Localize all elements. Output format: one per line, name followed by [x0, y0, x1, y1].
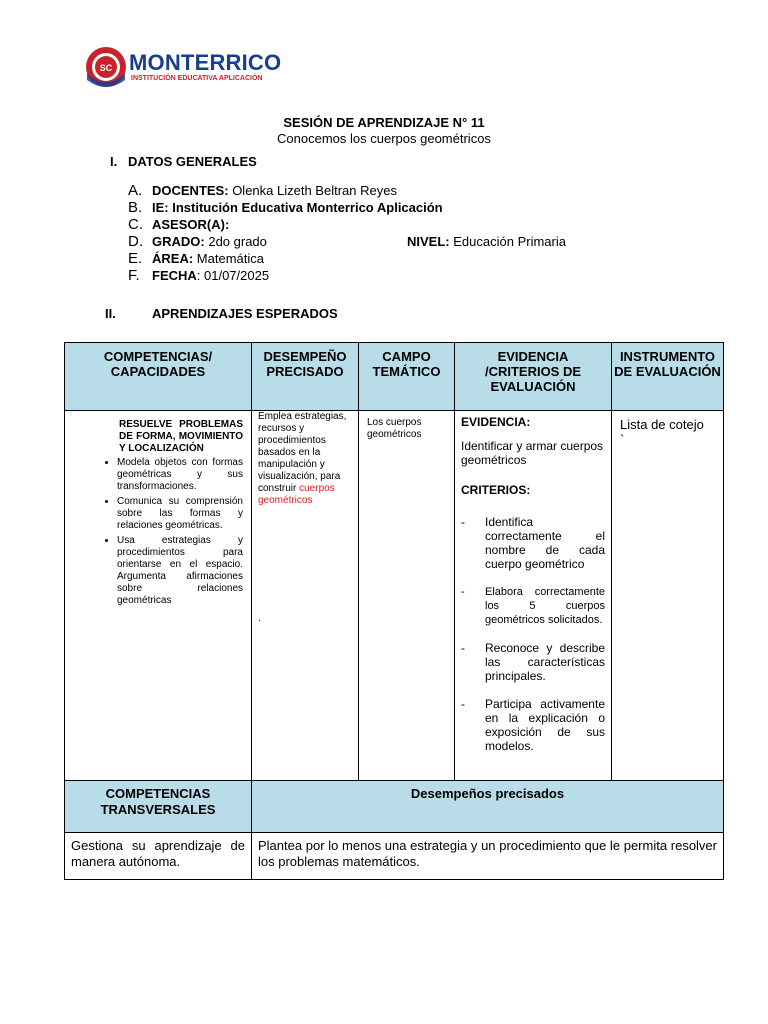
section-label: DATOS GENERALES	[128, 154, 257, 169]
capacidad-item: • Comunica su comprensión sobre las formas y relaciones geométricas.	[117, 496, 243, 532]
item-label: GRADO:	[152, 234, 205, 249]
item-label: ÁREA:	[152, 251, 194, 266]
nivel-label: NIVEL:	[407, 234, 450, 249]
section-datos-generales	[110, 154, 257, 169]
logo-badge-text: SC	[99, 63, 113, 73]
criterios-label: CRITERIOS:	[461, 483, 531, 497]
desempeno-cell	[252, 411, 359, 781]
item-letter: A.	[128, 182, 143, 199]
session-subtitle: Conocemos los cuerpos geométricos	[277, 131, 491, 146]
logo-subtitle: INSTITUCIÓN EDUCATIVA APLICACIÓN	[131, 75, 263, 82]
item-nivel	[407, 233, 566, 250]
criterio-item: - Participa activamente en la explicación o exposición de sus modelos.	[461, 697, 605, 753]
criterio-item: - Identifica correctamente el nombre de cada cuerpo geométrico	[461, 515, 605, 571]
desempeno-highlight: cuerpos geométricos	[258, 483, 335, 506]
capacidades-list	[91, 457, 243, 607]
item-label: DOCENTES:	[152, 183, 229, 198]
item-area	[128, 250, 443, 267]
criterio-item: - Elabora correctamente los 5 cuerpos geométricos solicitados.	[461, 586, 605, 626]
transversal-competencia: Gestiona su aprendizaje de manera autónoma.	[65, 833, 252, 880]
header-campo: CAMPO TEMÁTICO	[359, 343, 455, 411]
item-grado	[128, 233, 566, 250]
item-letter: E.	[128, 250, 143, 267]
item-letter: B.	[128, 199, 143, 216]
section-aprendizajes	[105, 306, 338, 321]
table-row	[65, 411, 724, 781]
desempeno-dot: .	[258, 613, 261, 624]
shield-badge-icon	[85, 44, 129, 90]
instrumento-text: Lista de cotejo	[620, 417, 704, 432]
item-letter: C.	[128, 216, 143, 233]
learning-table	[64, 342, 724, 880]
session-title: SESIÓN DE APRENDIZAJE N° 11	[283, 115, 485, 130]
item-asesor	[128, 216, 443, 233]
section-number: I.	[110, 154, 118, 169]
campo-text: Los cuerpos geométricos	[367, 417, 422, 440]
criterio-text: Reconoce y describe las características principales.	[485, 641, 605, 683]
item-label: ASESOR(A):	[152, 217, 230, 232]
instrumento-cell	[612, 411, 724, 781]
desempeno-text: Emplea estrategias, recursos y procedimientos basados en la manipulación y visualización, para construir	[258, 411, 347, 494]
header-desempenos-precisados: Desempeños precisados	[252, 781, 724, 833]
transversal-header-row	[65, 781, 724, 833]
header-transversales: COMPETENCIAS TRANSVERSALES	[65, 781, 252, 833]
transversal-desempeno: Plantea por lo menos una estrategia y un procedimiento que le permita resolver los problemas matemáticos.	[252, 833, 724, 880]
table-header-row	[65, 343, 724, 411]
school-logo	[85, 44, 282, 92]
item-ie	[128, 199, 443, 216]
nivel-value: Educación Primaria	[453, 234, 566, 249]
criterio-text: Elabora correctamente los 5 cuerpos geométricos solicitados.	[485, 586, 605, 626]
item-value: Olenka Lizeth Beltran Reyes	[232, 183, 397, 198]
item-letter: F.	[128, 267, 140, 284]
item-letter: D.	[128, 233, 143, 250]
item-value: 2do grado	[208, 234, 267, 249]
capacidad-item: • Usa estrategias y procedimientos para orientarse en el espacio. Argumenta afirmaciones sobre relaciones geométricas	[117, 535, 243, 607]
item-docentes	[128, 182, 443, 199]
competencia-title: RESUELVE PROBLEMAS DE FORMA, MOVIMIENTO Y LOCALIZACIÓN	[119, 419, 243, 454]
competencias-cell	[65, 411, 252, 781]
criterio-text: Identifica correctamente el nombre de cada cuerpo geométrico	[485, 515, 605, 571]
item-label: IE: Institución Educativa Monterrico Aplicación	[152, 200, 443, 215]
instrumento-mark: `	[620, 432, 625, 447]
section-number: II.	[105, 306, 116, 321]
header-instrumento: INSTRUMENTO DE EVALUACIÓN	[612, 343, 724, 411]
evidencia-cell	[455, 411, 612, 781]
capacidad-item: • Modela objetos con formas geométricas y sus transformaciones.	[117, 457, 243, 493]
logo-name: MONTERRICO	[129, 50, 282, 75]
item-fecha	[128, 267, 443, 284]
criterio-item: - Reconoce y describe las características principales.	[461, 641, 605, 683]
evidencia-text: Identificar y armar cuerpos geométricos	[461, 439, 604, 467]
campo-cell	[359, 411, 455, 781]
header-desempeno: DESEMPEÑO PRECISADO	[252, 343, 359, 411]
item-value: Matemática	[196, 251, 264, 266]
header-competencias: COMPETENCIAS/ CAPACIDADES	[65, 343, 252, 411]
criterio-text: Participa activamente en la explicación o exposición de sus modelos.	[485, 697, 605, 753]
header-evidencia: EVIDENCIA /CRITERIOS DE EVALUACIÓN	[455, 343, 612, 411]
evidencia-label: EVIDENCIA:	[461, 415, 531, 429]
item-label: FECHA	[152, 268, 197, 283]
section-label: APRENDIZAJES ESPERADOS	[152, 306, 338, 321]
item-value: : 01/07/2025	[196, 268, 270, 283]
table-row	[65, 833, 724, 880]
datos-list	[128, 182, 566, 284]
